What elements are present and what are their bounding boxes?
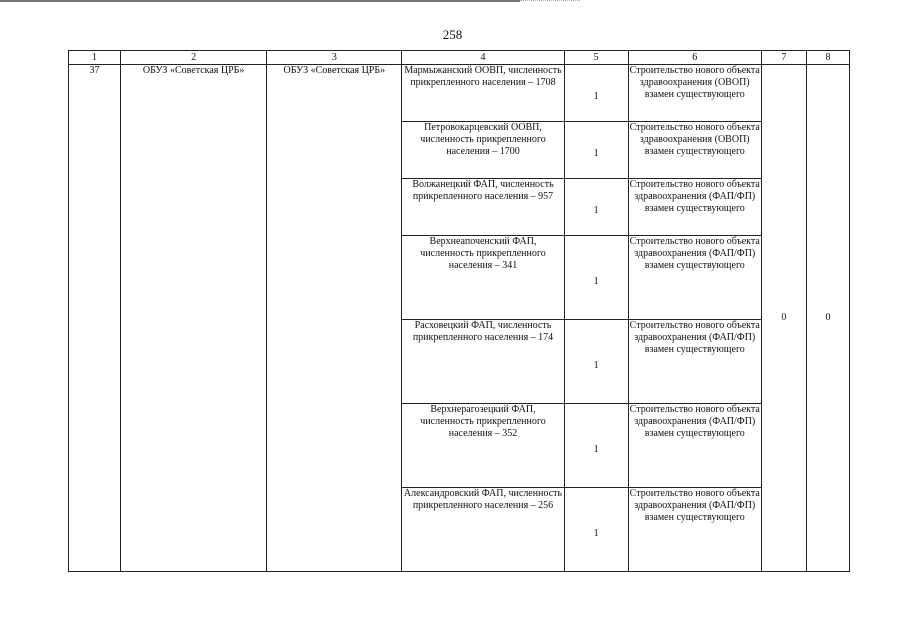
quantity-cell (564, 404, 628, 488)
quantity-cell (564, 236, 628, 320)
object-cell: Волжанецкий ФАП, численность прикрепленного населения – 957 (402, 179, 564, 236)
facilities-table (68, 50, 850, 572)
column-header: 1 (69, 51, 121, 65)
quantity-value: 1 (593, 91, 599, 102)
object-cell: Верхнерагозецкий ФАП, численность прикрепленного населения – 352 (402, 404, 564, 488)
column-header: 7 (761, 51, 806, 65)
column-header: 8 (806, 51, 849, 65)
page-number: 258 (442, 27, 463, 42)
quantity-cell (564, 179, 628, 236)
column-header: 5 (564, 51, 628, 65)
col8-cell: 0 (806, 65, 849, 572)
col7-cell: 0 (761, 65, 806, 572)
measure-cell: Строительство нового объекта здравоохранения (ФАП/ФП) взамен существующего (628, 320, 761, 404)
scan-top-rule-dots (520, 0, 580, 2)
column-header: 2 (121, 51, 267, 65)
organization-cell: ОБУЗ «Советская ЦРБ» (121, 65, 267, 572)
column-header: 3 (267, 51, 402, 65)
column-header: 4 (402, 51, 564, 65)
object-cell: Петровокарцевский ООВП, численность прикрепленного населения – 1700 (402, 122, 564, 179)
row-number-cell: 37 (69, 65, 121, 572)
quantity-value: 1 (593, 148, 599, 159)
measure-cell: Строительство нового объекта здравоохранения (ОВОП) взамен существующего (628, 65, 761, 122)
organization-cell-2: ОБУЗ «Советская ЦРБ» (267, 65, 402, 572)
measure-cell: Строительство нового объекта здравоохранения (ФАП/ФП) взамен существующего (628, 236, 761, 320)
quantity-value: 1 (593, 205, 599, 216)
object-cell: Расховецкий ФАП, численность прикрепленного населения – 174 (402, 320, 564, 404)
table-row (69, 65, 850, 122)
measure-cell: Строительство нового объекта здравоохранения (ФАП/ФП) взамен существующего (628, 179, 761, 236)
object-cell: Мармыжанский ООВП, численность прикрепленного населения – 1708 (402, 65, 564, 122)
measure-cell: Строительство нового объекта здравоохранения (ФАП/ФП) взамен существующего (628, 404, 761, 488)
quantity-cell (564, 488, 628, 572)
quantity-value: 1 (593, 443, 599, 455)
object-cell: Александровский ФАП, численность прикрепленного населения – 256 (402, 488, 564, 572)
quantity-value: 1 (593, 359, 599, 371)
measure-cell: Строительство нового объекта здравоохранения (ОВОП) взамен существующего (628, 122, 761, 179)
quantity-value: 1 (593, 527, 599, 539)
quantity-cell (564, 320, 628, 404)
quantity-cell (564, 65, 628, 122)
scan-top-rule (0, 0, 520, 2)
quantity-value: 1 (593, 275, 599, 287)
column-number-row (69, 51, 850, 65)
column-header: 6 (628, 51, 761, 65)
object-cell: Верхнеапоченский ФАП, численность прикрепленного населения – 341 (402, 236, 564, 320)
quantity-cell (564, 122, 628, 179)
measure-cell: Строительство нового объекта здравоохранения (ФАП/ФП) взамен существующего (628, 488, 761, 572)
